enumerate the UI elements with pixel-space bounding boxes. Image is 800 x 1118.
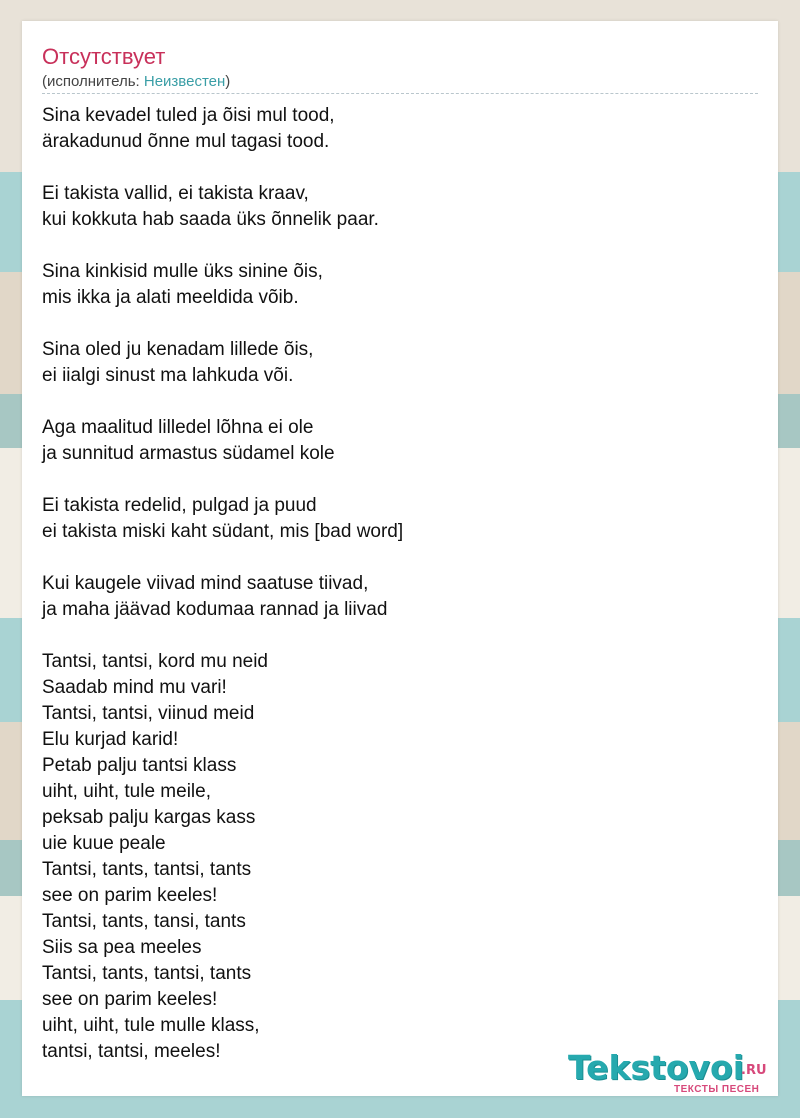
lyric-line: Tantsi, tantsi, kord mu neid [42,651,268,672]
lyric-line: Sina kevadel tuled ja õisi mul tood, [42,105,335,126]
lyric-line: Kui kaugele viivad mind saatuse tiivad, [42,573,369,594]
lyric-line: see on parim keeles! [42,989,218,1010]
lyric-line: mis ikka ja alati meeldida võib. [42,287,299,308]
lyric-line: Sina oled ju kenadam lillede õis, [42,339,314,360]
lyric-line: ärakadunud õnne mul tagasi tood. [42,131,330,152]
logo-subtitle: ТЕКСТЫ ПЕСЕН [674,1084,760,1095]
lyrics-card [22,21,778,1096]
artist-line [42,73,230,91]
artist-prefix: (исполнитель: [42,73,144,90]
stanza-break [42,155,758,181]
stanza-break [42,311,758,337]
lyric-line: Ei takista redelid, pulgad ja puud [42,495,317,516]
lyrics-body [42,103,758,1065]
lyric-line: Tantsi, tantsi, viinud meid [42,703,255,724]
site-logo[interactable] [568,1048,778,1098]
lyric-line: see on parim keeles! [42,885,218,906]
logo-tld: .RU [741,1063,767,1078]
stanza-break [42,467,758,493]
lyric-line: ja maha jäävad kodumaa rannad ja liivad [42,599,388,620]
title-divider [42,93,758,94]
lyric-line: Tantsi, tants, tantsi, tants [42,859,252,880]
song-title: Отсутствует [42,44,166,69]
stanza-break [42,545,758,571]
lyric-line: peksab palju kargas kass [42,807,256,828]
lyric-line: Tantsi, tants, tansi, tants [42,911,246,932]
artist-link[interactable]: Неизвестен [143,73,226,90]
artist-suffix: ) [225,73,231,90]
lyric-line: kui kokkuta hab saada üks õnnelik paar. [42,209,379,230]
stanza-break [42,233,758,259]
lyric-line: Saadab mind mu vari! [42,677,227,698]
lyric-line: uiht, uiht, tule mulle klass, [42,1015,260,1036]
lyric-line: Siis sa pea meeles [42,937,202,958]
lyric-line: Petab palju tantsi klass [42,755,237,776]
lyric-line: uie kuue peale [42,833,166,854]
lyric-line: Ei takista vallid, ei takista kraav, [42,183,309,204]
lyric-line: Aga maalitud lilledel lõhna ei ole [42,417,314,438]
lyric-line: ja sunnitud armastus südamel kole [42,443,335,464]
lyric-line: tantsi, tantsi, meeles! [42,1041,221,1062]
lyric-line: Tantsi, tants, tantsi, tants [42,963,252,984]
lyric-line: uiht, uiht, tule meile, [42,781,211,802]
lyric-line: ei takista miski kaht südant, mis [bad word] [42,521,404,542]
stanza-break [42,623,758,649]
lyric-line: ei iialgi sinust ma lahkuda või. [42,365,294,386]
stanza-break [42,389,758,415]
logo-wordmark: Tekstovoi [568,1048,745,1087]
lyric-line: Sina kinkisid mulle üks sinine õis, [42,261,323,282]
lyric-line: Elu kurjad karid! [42,729,179,750]
